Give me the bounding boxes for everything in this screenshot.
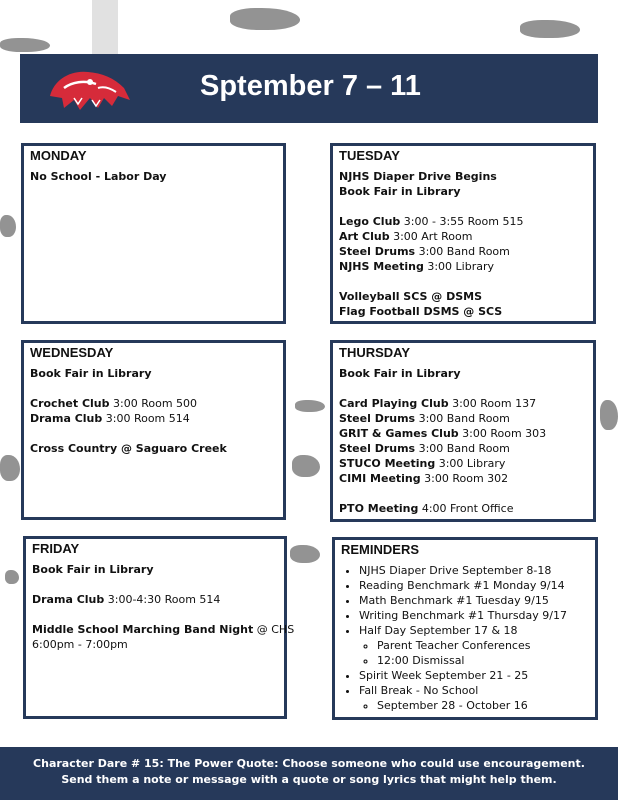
event-line: Volleyball SCS @ DSMS [339, 290, 483, 303]
reminder-subitem: ◦ September 28 - October 16 [377, 698, 589, 713]
background-splatter [290, 545, 320, 563]
event-line: 6:00pm - 7:00pm [32, 638, 128, 651]
spacer-line [32, 607, 278, 622]
event-line: STUCO Meeting 3:00 Library [339, 457, 506, 470]
footer-line: Character Dare # 15: The Power Quote: Choose someone who could use encouragement. [33, 757, 585, 770]
event-line: Book Fair in Library [339, 185, 461, 198]
day-heading: MONDAY [30, 148, 87, 163]
header-banner [20, 54, 598, 123]
reminder-item: • Fall Break - No School ◦ September 28 - October 16 [359, 683, 589, 713]
background-splatter [0, 38, 50, 52]
tuesday-box [330, 143, 596, 324]
event-line: Art Club 3:00 Art Room [339, 230, 473, 243]
thursday-box [330, 340, 596, 522]
event-line: Drama Club 3:00 Room 514 [30, 412, 190, 425]
event-line: Flag Football DSMS @ SCS [339, 305, 503, 318]
reminders-box [332, 537, 598, 720]
spacer-line [339, 274, 587, 289]
page-title: Sptember 7 – 11 [200, 70, 421, 102]
event-line: CIMI Meeting 3:00 Room 302 [339, 472, 509, 485]
spacer-line [339, 381, 587, 396]
reminder-item: • Half Day September 17 & 18 ◦ Parent Teacher Conferences ◦ 12:00 Dismissal [359, 623, 589, 668]
reminder-sublist [359, 698, 589, 713]
reminder-item: • Reading Benchmark #1 Monday 9/14 [359, 578, 589, 593]
spacer-line [339, 199, 587, 214]
event-line: Card Playing Club 3:00 Room 137 [339, 397, 537, 410]
event-line: Book Fair in Library [30, 367, 152, 380]
background-streak [92, 0, 118, 60]
event-line: No School - Labor Day [30, 170, 167, 183]
day-heading: THURSDAY [339, 345, 411, 360]
background-splatter [0, 215, 16, 237]
background-splatter [5, 570, 19, 584]
event-line: GRIT & Games Club 3:00 Room 303 [339, 427, 547, 440]
event-line: Lego Club 3:00 - 3:55 Room 515 [339, 215, 524, 228]
character-dare-footer [0, 747, 618, 800]
spacer-line [30, 381, 277, 396]
background-splatter [600, 400, 618, 430]
reminder-sublist [359, 638, 589, 668]
event-line: PTO Meeting 4:00 Front Office [339, 502, 514, 515]
reminders-list [341, 563, 589, 713]
reminders-heading: REMINDERS [341, 542, 420, 557]
event-line: Book Fair in Library [32, 563, 154, 576]
reminder-subitem: ◦ 12:00 Dismissal [377, 653, 589, 668]
spacer-line [30, 426, 277, 441]
day-heading: WEDNESDAY [30, 345, 114, 360]
friday-box [23, 536, 295, 719]
event-line: Cross Country @ Saguaro Creek [30, 442, 227, 455]
event-line: NJHS Meeting 3:00 Library [339, 260, 495, 273]
reminder-item: • Math Benchmark #1 Tuesday 9/15 [359, 593, 589, 608]
reminder-item: • Spirit Week September 21 - 25 [359, 668, 589, 683]
background-splatter [292, 455, 320, 477]
event-line: Steel Drums 3:00 Band Room [339, 412, 510, 425]
event-line: Book Fair in Library [339, 367, 461, 380]
reminder-subitem: ◦ Parent Teacher Conferences [377, 638, 589, 653]
footer-line: Send them a note or message with a quote or song lyrics that might help them. [61, 773, 557, 786]
event-line: NJHS Diaper Drive Begins [339, 170, 497, 183]
background-splatter [295, 400, 325, 412]
day-heading: TUESDAY [339, 148, 400, 163]
reminder-item: • Writing Benchmark #1 Thursday 9/17 [359, 608, 589, 623]
event-line: Middle School Marching Band Night @ CHS [32, 623, 295, 636]
spacer-line [32, 577, 278, 592]
reminder-item: • NJHS Diaper Drive September 8-18 [359, 563, 589, 578]
event-line: Crochet Club 3:00 Room 500 [30, 397, 198, 410]
event-line: Drama Club 3:00-4:30 Room 514 [32, 593, 221, 606]
monday-box [21, 143, 286, 324]
wolf-mascot-icon [44, 62, 134, 116]
event-line: Steel Drums 3:00 Band Room [339, 442, 510, 455]
wednesday-box [21, 340, 286, 520]
background-splatter [230, 8, 300, 30]
day-heading: FRIDAY [32, 541, 80, 556]
background-splatter [0, 455, 20, 481]
background-splatter [520, 20, 580, 38]
spacer-line [339, 486, 587, 501]
event-line: Steel Drums 3:00 Band Room [339, 245, 510, 258]
